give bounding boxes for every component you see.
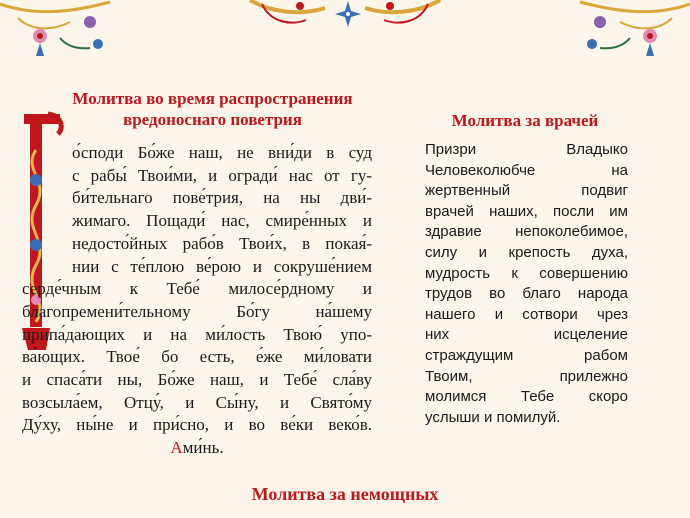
- right-prayer-title: Молитва за врачей: [451, 111, 599, 130]
- left-title-line2: вредоноснаго поветрия: [123, 110, 302, 129]
- left-prayer-line: недосто́йных рабо́в Твои́х, в покая́-: [72, 233, 372, 253]
- left-prayer-title: [40, 88, 385, 130]
- right-prayer-line: мудрость к совершению: [425, 264, 628, 282]
- right-prayer-line: жертвенный подвиг: [425, 182, 628, 200]
- right-prayer-line: здравие непоколебимое,: [425, 223, 628, 241]
- right-prayer-line: страждущим рабом: [425, 346, 628, 364]
- left-prayer-line: возсыла́ем, Отцу́, и Сы́ну, и Свято́му: [22, 392, 372, 412]
- right-prayer-body: [425, 140, 628, 428]
- right-prayer-line: молимся Тебе скоро: [425, 388, 628, 406]
- amen-rest: ми́нь.: [182, 438, 224, 458]
- left-prayer-line: жимаго. Пощади́ нас, смире́нных и: [72, 211, 372, 231]
- right-prayer-line: нашего и сотвори чрез: [425, 305, 628, 323]
- left-floral-cluster: [0, 2, 110, 56]
- right-prayer-line: Призри Владыко: [425, 141, 628, 158]
- right-prayer-line: трудов во благо народа: [425, 285, 628, 303]
- right-prayer-line: Твоим, прилежно: [425, 367, 628, 385]
- amen-initial: А: [170, 438, 183, 458]
- left-prayer-body: [22, 142, 372, 460]
- right-prayer-line: врачей наших, посли им: [425, 202, 628, 220]
- center-left-swirl: [250, 0, 325, 23]
- right-floral-cluster: [580, 2, 690, 56]
- left-prayer-line: би́тельнаго пове́трия, на ны дви́-: [72, 188, 372, 208]
- center-right-swirl: [365, 0, 440, 23]
- left-prayer-line: о́споди Бо́же наш, не вни́ди в суд: [72, 143, 372, 162]
- right-prayer-line: них исцеление: [425, 326, 628, 344]
- right-prayer-line: услыши и помилуй.: [425, 408, 561, 426]
- left-prayer-line: Ду́ху, ны́не и при́сно, и во ве́ки веко́в.: [22, 415, 372, 435]
- amen-line: [22, 437, 372, 460]
- left-prayer-line: ва́ющих. Твое́ бо есть, е́же ми́ловати: [22, 347, 372, 367]
- right-prayer-line: силу и крепость духа,: [425, 243, 628, 261]
- left-prayer-line: благопремени́тельному Бо́гу на́шему: [22, 301, 372, 321]
- bottom-prayer-title: Молитва за немощных: [251, 484, 439, 504]
- left-prayer-line: серде́чным к Тебе́ милосе́рдному и: [22, 279, 372, 299]
- compass-star-icon: [335, 1, 361, 27]
- left-prayer-line: и спаса́ти ны, Бо́же наш, и Тебе́ сла́ву: [22, 370, 372, 390]
- floral-ornament: [0, 0, 690, 70]
- left-title-line1: Молитва во время распространения: [72, 89, 353, 108]
- left-prayer-line: припа́дающих и на ми́лость Твою́ упо-: [22, 324, 372, 344]
- left-prayer-line: нии с те́плою ве́рою и сокруше́нием: [72, 256, 372, 276]
- left-prayer-line: с рабы́ Твои́ми, и огради́ нас от гу-: [72, 165, 372, 185]
- right-prayer-line: Человеколюбче на: [425, 161, 628, 179]
